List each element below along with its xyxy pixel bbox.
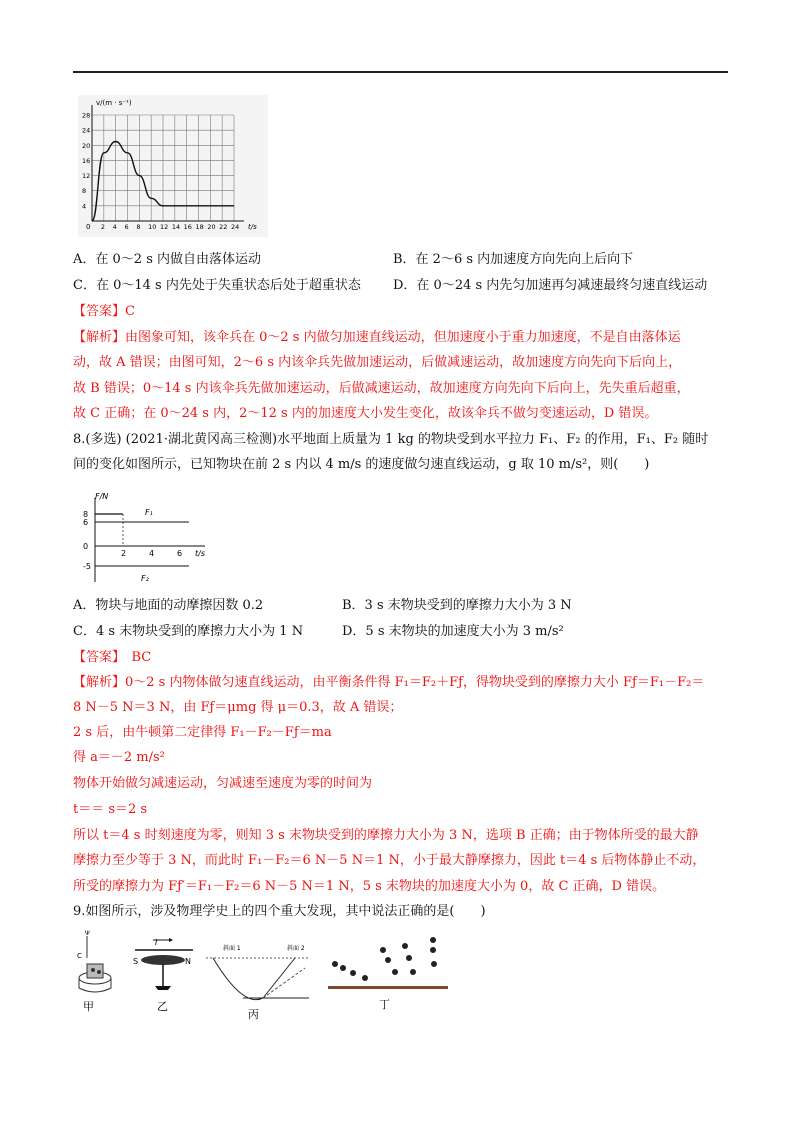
v-x-tick: 10 <box>148 223 157 231</box>
q9-stem: 9.如图所示，涉及物理学史上的四个重大发现，其中说法正确的是( ) <box>73 904 486 919</box>
q8-answer: 【答案】 BC <box>73 650 152 665</box>
q8-option-b: B．3 s 末物块受到的摩擦力大小为 3 N <box>342 598 572 613</box>
v-x-tick: 18 <box>195 223 204 231</box>
q8-analysis-2: 8 N－5 N＝3 N，由 Fƒ＝μmg 得 μ＝0.3，故 A 错误； <box>73 700 403 715</box>
q8-option-d: D．5 s 末物块的加速度大小为 3 m/s² <box>342 624 564 639</box>
v-x-tick: 16 <box>183 223 192 231</box>
fig-bing-slope1: 斜面 1 <box>223 945 241 952</box>
velocity-x-label: t/s <box>248 223 257 231</box>
f-x-tick: 6 <box>177 549 183 558</box>
q7-option-d: D．在 0～24 s 内先匀加速再匀减速最终匀速直线运动 <box>393 278 708 293</box>
q8-option-a: A．物块与地面的动摩擦因数 0.2 <box>73 598 264 613</box>
fig-yi-s: S <box>133 957 139 966</box>
f-y-tick: -5 <box>83 562 91 571</box>
v-x-tick: 6 <box>124 223 129 231</box>
v-x-tick: 2 <box>100 223 105 231</box>
q7-option-a: A．在 0～2 s 内做自由落体运动 <box>73 252 261 267</box>
fig-yi-i: I <box>155 938 158 947</box>
svg-text:Ψ: Ψ <box>85 930 90 937</box>
v-x-tick: 4 <box>112 223 117 231</box>
label-ding: 丁 <box>379 998 390 1011</box>
q8-analysis-7: 所以 t＝4 s 时刻速度为零，则知 3 s 末物块受到的摩擦力大小为 3 N，选项 B 正确；由于物体所受的最大静 <box>73 828 699 843</box>
velocity-y-label: v/(m · s⁻¹) <box>96 99 132 107</box>
q7-answer: 【答案】C <box>73 304 135 319</box>
q8-analysis-8: 摩擦力至少等于 3 N，而此时 F₁－F₂＝6 N－5 N＝1 N，小于最大静摩擦力，因此 t＝4 s 后物体静止不动， <box>73 853 706 868</box>
q8-analysis-3: 2 s 后，由牛顿第二定律得 F₁－F₂－Fƒ＝ma <box>73 725 332 740</box>
q8-analysis-4: 得 a＝－2 m/s² <box>73 750 165 765</box>
v-y-tick: 16 <box>82 156 91 165</box>
f-y-tick: 0 <box>83 542 89 551</box>
q8-stem-1: 8.(多选) (2021·湖北黄冈高三检测)水平地面上质量为 1 kg 的物块受到水平拉力 F₁、F₂ 的作用，F₁、F₂ 随时 <box>73 432 709 447</box>
fig-bing-slope2: 斜面 2 <box>287 945 305 952</box>
v-x-tick: 22 <box>219 223 228 231</box>
q8-analysis-5: 物体开始做匀减速运动，匀减速至速度为零的时间为 <box>73 776 373 791</box>
label-yi: 乙 <box>157 1000 168 1013</box>
f-x-tick: 2 <box>121 549 127 558</box>
v-x-tick: 14 <box>171 223 181 231</box>
q7-option-b: B．在 2～6 s 内加速度方向先向上后向下 <box>393 252 634 267</box>
fig-yi-n: N <box>185 957 191 966</box>
figure-bing <box>206 944 309 1021</box>
force-y-label: F/N <box>95 492 109 501</box>
q7-analysis-4: 故 C 正确；在 0～24 s 内，2～12 s 内的加速度大小发生变化，故该伞兵不做匀变速运动，D 错误。 <box>73 406 658 421</box>
q9-figures <box>73 928 453 1023</box>
v-y-tick: 8 <box>82 187 87 196</box>
q8-stem-2: 间的变化如图所示，已知物块在前 2 s 内以 4 m/s 的速度做匀速直线运动，g 取 10 m/s²，则( ) <box>73 457 650 472</box>
velocity-time-chart <box>78 95 268 237</box>
q8-option-c: C．4 s 末物块受到的摩擦力大小为 1 N <box>73 624 304 639</box>
v-x-tick: 8 <box>136 223 141 231</box>
q7-analysis-2: 动，故 A 错误；由图可知，2～6 s 内该伞兵先做加速运动，后做减速运动，故加速度方向先向下后向上， <box>73 355 682 370</box>
v-y-tick: 28 <box>82 111 91 120</box>
label-bing: 丙 <box>248 1008 259 1021</box>
f-y-tick: 6 <box>83 518 89 527</box>
v-y-tick: 4 <box>82 202 87 211</box>
velocity-origin: 0 <box>86 223 91 231</box>
v-y-tick: 24 <box>82 126 91 135</box>
v-x-tick: 20 <box>207 223 216 231</box>
figure-jia <box>77 930 111 1013</box>
force-x-label: t/s <box>195 549 205 558</box>
q8-analysis-9: 所受的摩擦力为 Fƒ′＝F₁－F₂＝6 N－5 N＝1 N，5 s 末物块的加速度大小为 0，故 C 正确，D 错误。 <box>73 879 666 894</box>
q8-analysis-6: t＝＝ s＝2 s <box>73 802 148 817</box>
v-y-tick: 12 <box>82 172 91 181</box>
figure-yi <box>133 938 193 1013</box>
label-jia: 甲 <box>83 1000 94 1013</box>
header-rule <box>73 71 728 73</box>
f2-label: F₂ <box>141 574 149 583</box>
f1-label: F₁ <box>145 508 153 517</box>
v-x-tick: 12 <box>160 223 169 231</box>
fig-jia-c: C <box>77 952 82 960</box>
figure-ding <box>328 937 448 1011</box>
f-y-tick: 8 <box>83 510 89 519</box>
v-x-tick: 24 <box>231 223 240 231</box>
q7-option-c: C．在 0～14 s 内先处于失重状态后处于超重状态 <box>73 278 361 293</box>
v-y-tick: 20 <box>82 141 91 150</box>
f-x-tick: 4 <box>149 549 155 558</box>
q7-analysis-1: 【解析】由图象可知，该伞兵在 0～2 s 内做匀加速直线运动，但加速度小于重力加速度，不是自由落体运 <box>73 330 681 345</box>
force-time-chart <box>73 490 218 585</box>
q7-analysis-3: 故 B 错误；0～14 s 内该伞兵先做加速运动，后做减速运动，故加速度方向先向下后向上，先失重后超重， <box>73 381 690 396</box>
q8-analysis-1: 【解析】0～2 s 内物体做匀速直线运动，由平衡条件得 F₁＝F₂＋Fƒ，得物块受到的摩擦力大小 Fƒ＝F₁－F₂＝ <box>73 675 705 690</box>
